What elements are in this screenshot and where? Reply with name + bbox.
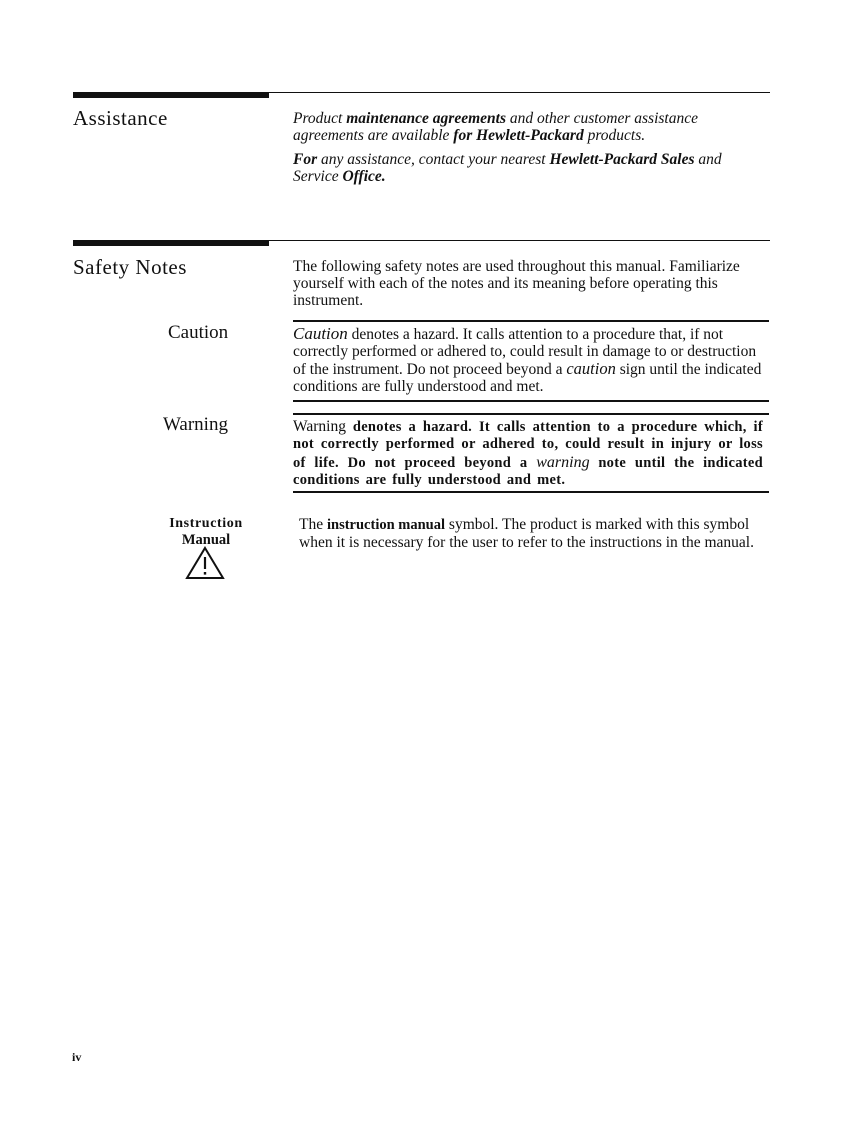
assistance-paragraph-2 (293, 151, 763, 185)
assistance-title: Assistance (73, 106, 168, 130)
caution-term: Caution (293, 324, 348, 343)
text-run: Hewlett-Packard Sales (549, 151, 695, 168)
warning-rule-top (293, 413, 769, 415)
safety-notes-title: Safety Notes (73, 255, 187, 279)
caution-term: caution (566, 359, 616, 378)
text-run: maintenance agreements (346, 110, 506, 127)
text-run: and other customer assistance agreements are available (293, 110, 698, 144)
section-rule-thin (269, 240, 770, 241)
warning-term: Warning (293, 418, 346, 435)
section-rule-thick (73, 240, 269, 246)
text-run: and Service (293, 151, 722, 185)
text-run: note until the indicated conditions are fully understood and met. (293, 454, 764, 488)
text-run: symbol. The product is marked with this symbol when it is necessary for the user to refer to the instructions in the manual. (299, 516, 754, 551)
label-line: Manual (181, 532, 231, 548)
caution-rule-top (293, 320, 769, 322)
text-run: Product (293, 110, 347, 127)
page-number: iv (72, 1050, 82, 1064)
text-run: denotes a hazard. It calls attention to a procedure which, if not correctly performed or adhered to, could result in injury or loss of life. Do not proceed beyond a (293, 419, 763, 471)
text-run: The (299, 516, 327, 533)
text-run: any assistance, contact your nearest (317, 151, 550, 168)
text-run: products. (583, 127, 646, 144)
text-run: for Hewlett-Packard (453, 127, 584, 144)
warning-triangle-icon (185, 546, 225, 580)
text-run: sign until the indicated conditions are fully understood and met. (293, 361, 762, 395)
caution-text (293, 325, 763, 395)
instruction-manual-text (299, 516, 771, 551)
warning-term: warning (536, 453, 590, 471)
caution-rule-bottom (293, 400, 769, 402)
section-rule-thin (269, 92, 770, 93)
caution-label: Caution (168, 322, 229, 343)
text-run: denotes a hazard. It calls attention to a procedure that, if not correctly performed or adhered to, could result in damage to or destruction of the instrument. Do not proceed beyond a (293, 326, 757, 378)
instruction-term: instruction manual (326, 517, 446, 533)
warning-text (293, 418, 763, 489)
warning-label: Warning (163, 414, 228, 435)
warning-rule-bottom (293, 491, 769, 493)
text-run: For (293, 151, 318, 168)
assistance-paragraph-1 (293, 110, 763, 144)
label-line: Instruction (169, 516, 243, 531)
section-rule-thick (73, 92, 269, 98)
instruction-manual-label (160, 516, 252, 549)
text-run: Office. (342, 168, 386, 185)
safety-intro: The following safety notes are used throughout this manual. Familiarize yourself with each of the notes and its meaning before operating this instrument. (293, 258, 740, 309)
